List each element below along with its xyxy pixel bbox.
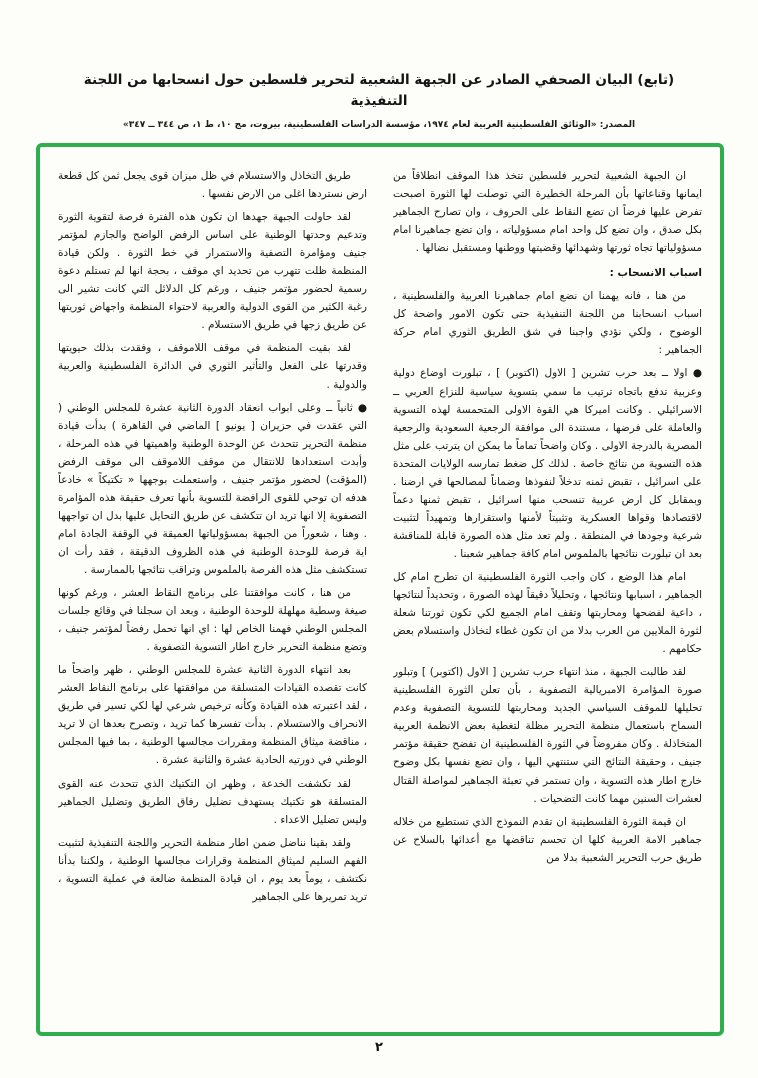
paragraph: من هنا ، فانه يهمنا ان نضع امام جماهيرنا العربية والفلسطينية ، اسباب انسحابنا من اللجنة التنفيذية حتى تكون الامور واضحة كل الوضوح ، ولكي نؤدي واجبنا في شق الطريق الثوري امام حركة الجماهير :: [393, 290, 702, 357]
column-left: [58, 167, 367, 1016]
paragraph: من هنا ، كانت موافقتنا على برنامج النقاط العشر ، ورغم كونها صيغة وسطية مهلهلة للوحدة الوطنية ، وبعد ان سجلنا في وقائع جلسات المجلس الوطني فهمنا الخاص لها : اي انها تحمل رفضاً لمؤتمر جنيف ، وتضع منظمة التحرير خارج اطار التسوية التصفوية .: [58, 587, 367, 654]
paragraph: ● اولا ــ بعد حرب تشرين [ الاول (اكتوبر) ] ، تبلورت اوضاع دولية وعربية تدفع باتجاه ترتيب ما سمي بتسوية سياسية للنزاع العربي ــ الاسرائيلي . وكانت اميركا هي القوة الاولى المتحمسة لهذه التسوية والعاملة على فرضها ، مستندة الى موافقة الرجعية السعودية والرجعية المصرية بالدرجة الاولى . وكان واضحاً تماماً ما يمكن ان يترتب على مثل هذه التسوية من نتائج خاصة . لذلك كل ضغط تمارسه الولايات المتحدة على اسرائيل ، تقبض ثمنه تدخلاً لنفوذها وضماناً لمصالحها في ارضنا . وبمقابل كل ارض عربية تنسحب منها اسرائيل ، تقبض ثمنها دعماً لاقتصادها وقواها العسكرية وتثبيتاً لأمنها واستقرارها وتمهيداً لتثبيت شرعية وجودها في المنطقة . ولم تعد مثل هذه الصورة قابلة للمناقشة بعد ان تبلورت نتائجها بالملموس امام كافة جماهير شعبنا .: [393, 367, 702, 560]
paragraph: لقد تكشفت الخدعة ، وظهر ان التكتيك الذي تتحدث عنه القوى المتسلقة هو تكتيك يستهدف تضليل رفاق الطريق وتضليل الجماهير وليس تضليل الاعداء .: [58, 777, 367, 826]
paragraph: ان قيمة الثورة الفلسطينية ان تقدم النموذج الذي تستطيع من خلاله جماهير الامة العربية كلها ان تحسم تناقضها مع أعدائها بالسلاح عن طريق حرب التحرير الشعبية بدلا من: [393, 815, 702, 864]
text-columns: [40, 147, 720, 1032]
paragraph: امام هذا الوضع ، كان واجب الثورة الفلسطينية ان تطرح امام كل الجماهير ، اسبابها ونتائجها ، وتحليلاً دقيقاً لهذه الصورة ، وتحديداً لنتائجها ، داعية لفضحها ومحاربتها وتقف امام الجميع لكي تكون ثورتنا شعلة لثورة الملايين من العرب بدلا من ان تكون غطاء لتخاذل واستسلام بعض حكامهم .: [393, 570, 702, 656]
document-header: [0, 70, 758, 130]
paragraph: ● ثانياً ــ وعلى ابواب انعقاد الدورة الثانية عشرة للمجلس الوطني ( التي عقدت في حزيران [ يونيو ] الماضي في القاهرة ) بدأت قيادة منظمة التحرير تتحدث عن الوحدة الوطنية واهميتها في هذه المرحلة ، وأبدت استعدادها للانتقال من موقف اللاموقف الى موقف الرفض (المؤقت) لحضور مؤتمر جنيف ، واستعملت بوجهها « تكتيكاً » خادعاً هدفه ان توحي للقوى الرافضة للتسوية بأنها تعرف حقيقة هذه المؤامرة التصفوية إلا انها تريد ان تتكشف عن طريق التحايل عليها بدل ان تواجهها . وهنا ، شعوراً من الجبهة بمسؤولياتها العميقة في الوقفة الجادة امام اية فرصة للوحدة الوطنية في هذه الظروف الدقيقة ، فقد رأت ان تستكشف مثل هذه الفرصة بالملموس وتراقب نتائجها بالممارسة .: [58, 401, 367, 576]
document-title: (تابع) البيان الصحفي الصادر عن الجبهة الشعبية لتحرير فلسطين حول انسحابها من اللجنة التنفيذية: [83, 72, 675, 109]
paragraph: لقد حاولت الجبهة جهدها ان تكون هذه الفترة فرصة لتقوية الثورة وتدعيم وحدتها الوطنية على اساس الرفض الواضح والجازم لمؤتمر جنيف ومؤامرة التصفية والاستمرار في خط الثورة . ولكن قيادة المنظمة ظلت تتهرب من تحديد اي موقف ، بحجة انها لم تستلم دعوة رسمية لحضور مؤتمر جنيف ، ورغم كل الدلائل التي كانت تشير الى رغبة الكثير من القوى الدولية والعربية لاحتواء المنظمة واجهاض ثوريتها عن طريق زجها في طريق الاستسلام .: [58, 211, 367, 332]
paragraph: طريق التخاذل والاستسلام في ظل ميزان قوى يجعل ثمن كل قطعة ارض نستردها اغلى من الارض نفسها .: [58, 170, 367, 201]
page-number: ٢: [375, 1040, 383, 1055]
section-heading: اسباب الانسحاب :: [609, 267, 702, 280]
source-citation: المصدر: «الوثائق الفلسطينية العربية لعام ١٩٧٤، مؤسسة الدراسات الفلسطينية، بيروت، مج ١٠، ط ١، ص ٣٤٤ ــ ٣٤٧»: [122, 119, 636, 130]
column-right: [393, 167, 702, 1016]
paragraph: ولقد بقينا نناضل ضمن اطار منظمة التحرير واللجنة التنفيذية لتثبيت الفهم السليم لميثاق المنظمة وقرارات مجالسها الوطنية ، ولكننا بدأنا نكتشف ، يوماً بعد يوم ، ان قيادة المنظمة ضالعة في عملية التسوية ، تريد تمريرها على الجماهير: [58, 836, 367, 903]
text-frame-border: [36, 143, 724, 1036]
paragraph: لقد طالبت الجبهة ، منذ انتهاء حرب تشرين [ الاول (اكتوبر) ] وتبلور صورة المؤامرة الامبريالية التصفوية ، بأن تعلن الثورة الفلسطينية تحليلها للموقف السياسي الجديد ومحاربتها للتسوية التصفوية وعدم السماح باستعمال منظمة التحرير مظلة لتغطية بعض الانظمة العربية المتخاذلة . وكان مفروضاً في الثورة الفلسطينية ان تفضح حقيقة مؤتمر جنيف ، وحقيقة النتائج التي ستنتهي اليها ، وان تضع نفسها بكل وضوح خارج اطار هذه التسوية ، وان تستمر في تعبئة الجماهير لمواصلة القتال لعشرات السنين مهما كانت التضحيات .: [393, 666, 702, 805]
paragraph: ان الجبهة الشعبية لتحرير فلسطين تتخذ هذا الموقف انطلاقاً من ايمانها وقناعاتها بأن المرحلة الخطيرة التي توصلت لها الثورة اصبحت تفرض عليها فرضاً ان تضع النقاط على الحروف ، وان تصارح الجماهير بكل صدق ، وان تضع كل واحد امام مسؤولياته ، وان تضع جماهيرنا امام مسؤولياتها تجاه ثورتها وشهدائها وقضيتها ووطنها ومستقبل نضالها .: [393, 170, 702, 255]
paragraph: لقد بقيت المنظمة في موقف اللاموقف ، وفقدت بذلك حيويتها وقدرتها على الفعل والتأثير الثوري في الدائرة الفلسطينية والعربية والدولية .: [58, 342, 367, 391]
paragraph: بعد انتهاء الدورة الثانية عشرة للمجلس الوطني ، ظهر واضحاً ما كانت تقصده القيادات المتسلقة من موافقتها على برنامج النقاط العشر ، لقد اعتبرته هذه القيادة وكأنه ترخيص شرعي لها لكي تسير في طريق الانحراف والاستسلام . بدأت تفسرها كما تريد ، وتصرح بعدها ان لا تريد ، مناقضة ميثاق المنظمة ومقررات مجالسها الوطنية ، بما فيها المجلس الوطني في دورتيه الحادية عشرة والثانية عشرة .: [58, 664, 367, 767]
